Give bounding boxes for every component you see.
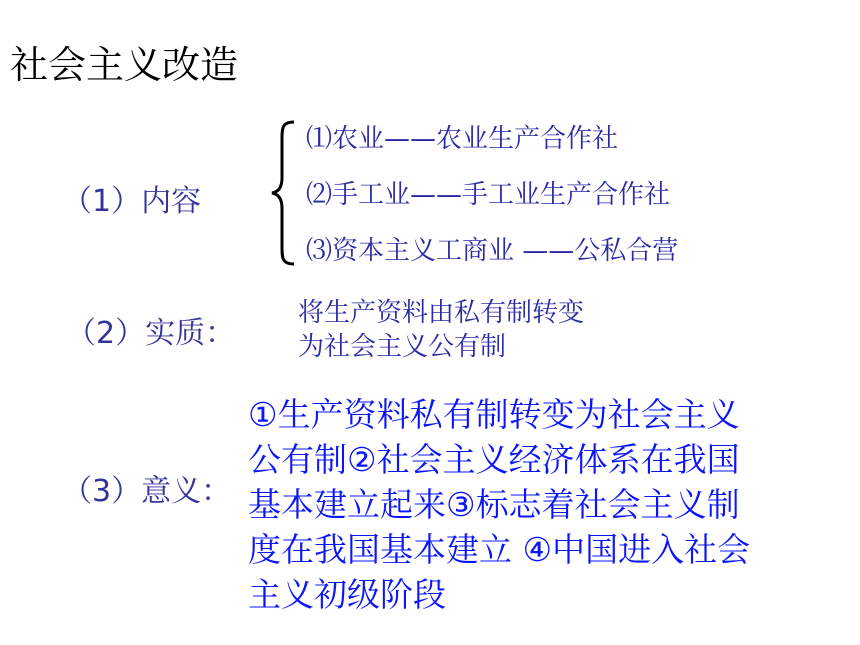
content-label: （1）内容 [62,184,202,219]
content-item-3: ⑶资本主义工商业 ——公私合营 [306,236,679,266]
meaning-line-5: 主义初级阶段 [248,575,446,614]
essence-label: （2）实质： [66,316,236,351]
meaning-line-2: 公有制②社会主义经济体系在我国 [248,440,740,479]
content-item-1: ⑴农业——农业生产合作社 [306,124,619,154]
meaning-line-3: 基本建立起来③标志着社会主义制 [248,485,740,524]
content-item-2: ⑵手工业——手工业生产合作社 [306,180,671,210]
page-title: 社会主义改造 [10,43,239,87]
meaning-text [248,392,848,617]
essence-text [298,296,584,364]
left-brace-icon [268,118,298,268]
meaning-label: （3）意义： [62,474,232,509]
meaning-line-4: 度在我国基本建立 ④中国进入社会 [248,530,751,569]
meaning-line-1: ①生产资料私有制转变为社会主义 [248,395,740,434]
essence-line-1: 将生产资料由私有制转变 [298,298,585,328]
essence-line-2: 为社会主义公有制 [298,332,507,362]
